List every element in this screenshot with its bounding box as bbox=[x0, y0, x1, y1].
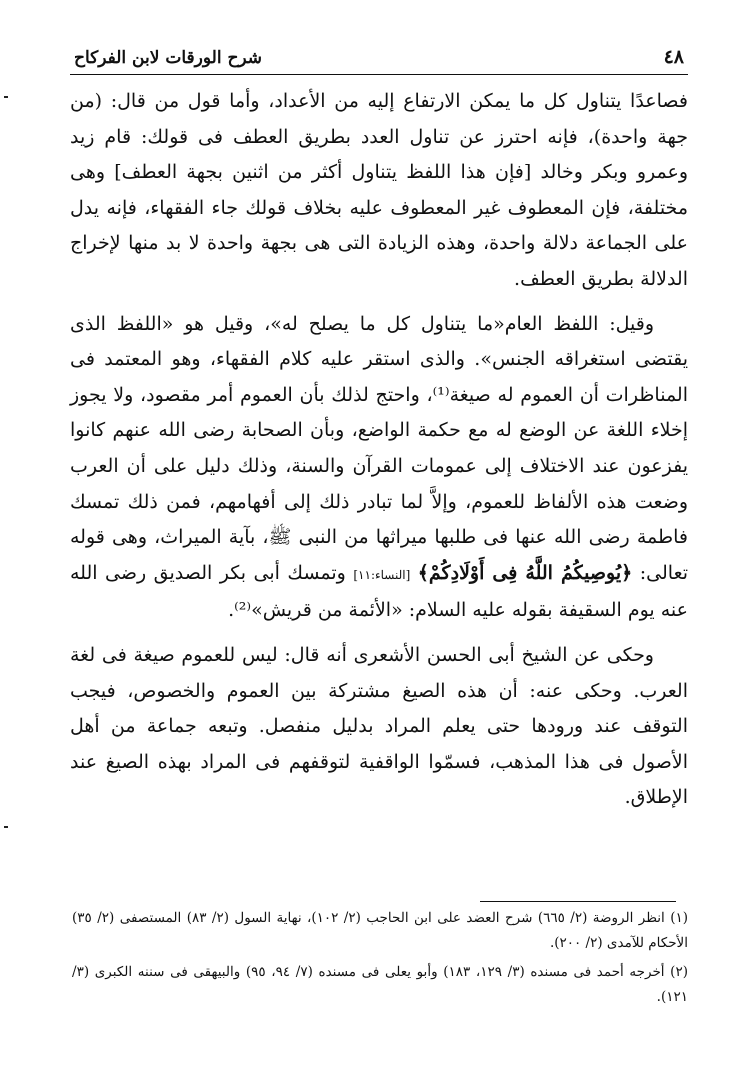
main-text bbox=[70, 84, 688, 816]
paragraph-2 bbox=[70, 307, 688, 629]
page-header bbox=[70, 46, 688, 75]
paragraph-2-continuation: وتمسك أبى بكر الصديق رضى الله عنه يوم السقيفة بقوله عليه السلام: «الأئمة من قريش»⁽²⁾. bbox=[70, 561, 688, 622]
footnote-divider bbox=[480, 901, 676, 902]
footnote-1: (١) انظر الروضة (٢/ ٦٦٥) شرح العضد على ابن الحاجب (٢/ ١٠٢)، نهاية السول (٢/ ٨٣) المستصفى (٢/ ٣٥) الأحكام للآمدى (٢/ ٢٠٠). bbox=[72, 910, 689, 951]
margin-tick-top bbox=[4, 96, 8, 98]
quran-verse: ﴿يُوصِيكُمُ اللَّهُ فِى أَوْلَادِكُمْ﴾ bbox=[417, 561, 633, 584]
paragraph-3: وحكى عن الشيخ أبى الحسن الأشعرى أنه قال: ليس للعموم صيغة فى لغة العرب. وحكى عنه: أن هذه الصيغ مشتركة بين العموم والخصوص، فيجب التوقف عند ورودها حتى يعلم المراد بدليل منفصل. وتبعه جماعة من أهل الأصول فى هذا المذهب، فسمّوا الواقفية لتوقفهم فى المراد بهذه الصيغ عند الإطلاق. bbox=[70, 643, 688, 809]
page-number: ٤٨ bbox=[663, 46, 684, 68]
quran-reference: [النساء:١١] bbox=[353, 567, 411, 582]
margin-tick-bottom bbox=[4, 826, 8, 828]
footnotes bbox=[72, 906, 688, 1010]
footnote-2: (٢) أخرجه أحمد فى مسنده (٣/ ١٢٩، ١٨٣) وأبو يعلى فى مسنده (٧/ ٩٤، ٩٥) والبيهقى فى سننه الكبرى (٣/ ١٢١). bbox=[72, 964, 688, 1005]
paragraph-1: فصاعدًا يتناول كل ما يمكن الارتفاع إليه من الأعداد، وأما قول من قال: (من جهة واحدة)، فإنه احترز عن تناول العدد بطريق العطف فى قولك: قام زيد وعمرو وبكر وخالد [فإن هذا اللفظ يتناول أكثر من اثنين بجهة العطف] وهى مختلفة، فإن المعطوف غير المعطوف عليه بخلاف قولك جاء الفقهاء، فإنه يدل على الجماعة دلالة واحدة، وهذه الزيادة التى هى بجهة واحدة لا بد منها لإخراج الدلالة بطريق العطف. bbox=[70, 90, 688, 290]
paragraph-2-text: وقيل: اللفظ العام«ما يتناول كل ما يصلح له»، وقيل هو «اللفظ الذى يقتضى استغراقه الجنس». والذى استقر عليه كلام الفقهاء، وهو المعتمد فى المناظرات أن العموم له صيغة⁽¹⁾، واحتج لذلك بأن العموم أمر مقصود، ولا يجوز إخلاء اللغة عن الوضع له مع حكمة الواضع، وبأن الصحابة رضى الله عنهم كانوا يفزعون عند الاختلاف إلى عمومات القرآن والسنة، وذلك دليل على أن العرب وضعت هذه الألفاظ للعموم، وإلاَّ لما تبادر ذلك إلى أفهامهم، فمن ذلك تمسك فاطمة رضى الله عنها فى طلبها ميراثها من النبى ﷺ، بآية الميراث، وهى قوله تعالى: bbox=[70, 312, 689, 584]
running-title: شرح الورقات لابن الفركاح bbox=[74, 48, 263, 68]
